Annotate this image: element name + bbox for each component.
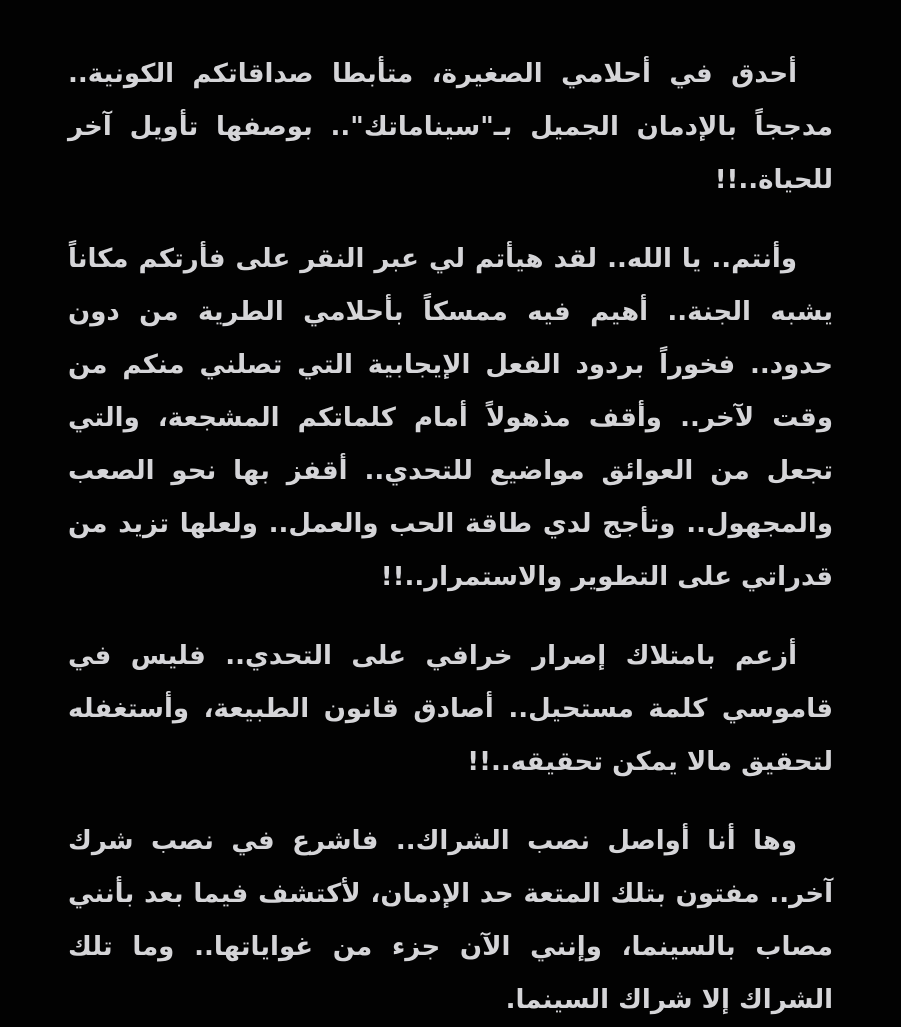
paragraph-3: أزعم بامتلاك إصرار خرافي على التحدي.. فليس في قاموسي كلمة مستحيل.. أصادق قانون الطبيعة، وأستغفله لتحقيق مالا يمكن تحقيقه..!!	[68, 641, 833, 777]
paragraph-4: وها أنا أواصل نصب الشراك.. فاشرع في نصب شرك آخر.. مفتون بتلك المتعة حد الإدمان، لأكتشف فيما بعد بأنني مصاب بالسينما، وإنني الآن جزء من غواياتها.. وما تلك الشراك إلا شراك السينما.	[68, 826, 833, 1015]
paragraph-1: أحدق في أحلامي الصغيرة، متأبطا صداقاتكم الكونية.. مدججاً بالإدمان الجميل بـ"سيناماتك".. بوصفها تأويل آخر للحياة..!!	[68, 59, 833, 195]
paragraph-2: وأنتم.. يا الله.. لقد هيأتم لي عبر النقر على فأرتكم مكاناً يشبه الجنة.. أهيم فيه ممسكاً بأحلامي الطرية من دون حدود.. فخوراً بردود الفعل الإيجابية التي تصلني منكم من وقت لآخر.. وأقف مذهولاً أمام كلماتكم المشجعة، والتي تجعل من العوائق مواضيع للتحدي.. أقفز بها نحو الصعب والمجهول.. وتأجج لدي طاقة الحب والعمل.. ولعلها تزيد من قدراتي على التطوير والاستمرار..!!	[68, 244, 833, 592]
